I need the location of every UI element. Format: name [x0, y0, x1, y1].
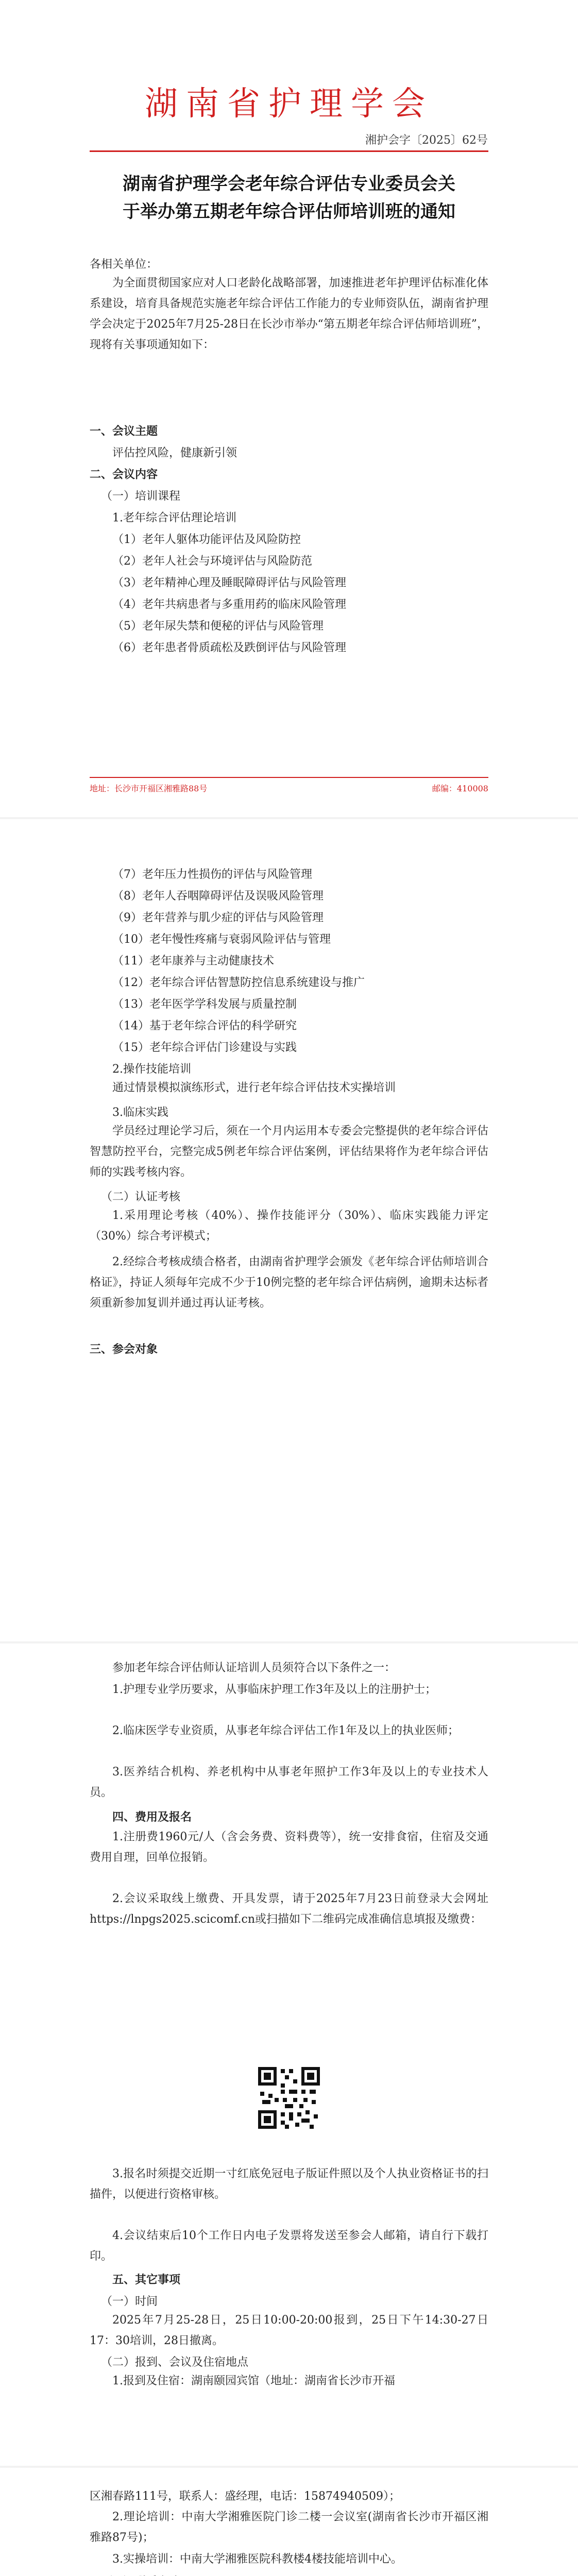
fee-2: 2.会议采取线上缴费、开具发票，请于2025年7月23日前登录大会网址https://lnpgs2025.scicomf.cn或扫描如下二维码完成准确信息填报及缴费： — [90, 1892, 488, 1926]
title-line-2: 于举办第五期老年综合评估师培训班的通知 — [123, 201, 455, 222]
place-1-continued: 区湘春路111号，联系人：盛经理，电话：15874940509）； — [90, 2490, 400, 2503]
fee-3: 3.报名时须提交近期一寸红底免冠电子版证件照以及个人执业资格证书的扫描件，以便进行资格审核。 — [90, 2167, 488, 2201]
course-item: （5）老年尿失禁和便秘的评估与风险管理 — [112, 620, 324, 633]
course-item: （10）老年慢性疼痛与衰弱风险评估与管理 — [112, 933, 331, 946]
item-skills: 2.操作技能培训 — [112, 1063, 191, 1076]
section-1-heading: 一、会议主题 — [90, 425, 158, 438]
red-divider — [90, 150, 488, 152]
subheading-assessment: （二）认证考核 — [101, 1191, 181, 1204]
footer-info — [90, 782, 488, 794]
course-item: （14）基于老年综合评估的科学研究 — [112, 1020, 297, 1032]
place-2: 2.理论培训：中南大学湘雅医院门诊二楼一会议室(湖南省长沙市开福区湘雅路87号)； — [90, 2511, 488, 2544]
target-intro: 参加老年综合评估师认证培训人员须符合以下条件之一： — [112, 1662, 396, 1674]
section-5-heading: 五、其它事项 — [112, 2274, 181, 2286]
course-item: （1）老年人躯体功能评估及风险防控 — [112, 533, 301, 546]
document-title — [90, 170, 488, 226]
page-4 — [0, 2468, 578, 2576]
skills-text: 通过情景模拟演练形式，进行老年综合评估技术实操培训 — [112, 1081, 396, 1094]
course-item: （3）老年精神心理及睡眠障碍评估与风险管理 — [112, 577, 346, 589]
course-item: （11）老年康养与主动健康技术 — [112, 955, 274, 968]
course-item: （4）老年共病患者与多重用药的临床风险管理 — [112, 598, 346, 611]
course-item: （8）老年人吞咽障碍评估及误吸风险管理 — [112, 890, 324, 903]
target-1: 1.护理专业学历要求，从事临床护理工作3年及以上的注册护士； — [112, 1683, 436, 1696]
page-2 — [0, 819, 578, 1643]
footer-postcode: 邮编：410008 — [432, 784, 488, 793]
section-1-text: 评估控风险，健康新引领 — [112, 447, 237, 460]
place-1: 1.报到及住宿：湖南颐园宾馆（地址：湖南省长沙市开福 — [112, 2375, 395, 2387]
course-item: （15）老年综合评估门诊建设与实践 — [112, 1041, 297, 1054]
item-practice: 3.临床实践 — [112, 1106, 168, 1119]
target-2: 2.临床医学专业资质，从事老年综合评估工作1年及以上的执业医师； — [112, 1724, 459, 1737]
org-header: 湖南省护理学会 — [145, 85, 433, 123]
place-3: 3.实操培训：中南大学湘雅医院科教楼4楼技能培训中心。 — [112, 2553, 402, 2566]
document-number: 湘护会字〔2025〕62号 — [365, 134, 488, 147]
page-3 — [0, 1643, 578, 2468]
course-item: （7）老年压力性损伤的评估与风险管理 — [112, 868, 312, 881]
practice-text: 学员经过理论学习后，须在一个月内运用本专委会完整提供的老年综合评估智慧防控平台，完整完成5例老年综合评估案例，评估结果将作为老年综合评估师的实践考核内容。 — [90, 1125, 488, 1179]
intro-paragraph: 为全面贯彻国家应对人口老龄化战略部署，加速推进老年护理评估标准化体系建设，培育具备规范实施老年综合评估工作能力的专业师资队伍，湖南省护理学会决定于2025年7月25-28日在长沙市举办“第五期老年综合评估师培训班”，现将有关事项通知如下： — [90, 277, 488, 351]
assessment-2: 2.经综合考核成绩合格者，由湖南省护理学会颁发《老年综合评估师培训合格证》，持证人须每年完成不少于10例完整的老年综合评估病例，逾期未达标者须重新参加复训并通过再认证考核。 — [90, 1256, 488, 1310]
target-3: 3.医养结合机构、养老机构中从事老年照护工作3年及以上的专业技术人员。 — [90, 1766, 488, 1799]
section-2-heading: 二、会议内容 — [90, 468, 158, 481]
title-line-1: 湖南省护理学会老年综合评估专业委员会关 — [123, 174, 455, 194]
item-theory: 1.老年综合评估理论培训 — [112, 512, 236, 524]
footer-divider — [90, 777, 488, 778]
course-item: （6）老年患者骨质疏松及跌倒评估与风险管理 — [112, 641, 346, 654]
greeting: 各相关单位： — [90, 258, 158, 271]
course-item: （2）老年人社会与环境评估与风险防范 — [112, 555, 312, 568]
subheading-contact — [101, 2573, 500, 2576]
course-item: （13）老年医学学科发展与质量控制 — [112, 998, 297, 1011]
subheading-time: （一）时间 — [101, 2295, 158, 2308]
subheading-courses: （一）培训课程 — [101, 490, 181, 503]
fee-1: 1.注册费1960元/人（含会务费、资料费等），统一安排食宿，住宿及交通费用自理，回单位报销。 — [90, 1831, 488, 1864]
assessment-1: 1.采用理论考核（40%）、操作技能评分（30%）、临床实践能力评定（30%）综合考评模式； — [90, 1209, 488, 1243]
time-text: 2025年7月25-28日，25日10:00-20:00报到，25日下午14:30-27日17：30培训，28日撤离。 — [90, 2314, 488, 2347]
course-item: （12）老年综合评估智慧防控信息系统建设与推广 — [112, 976, 365, 989]
section-3-heading: 三、参会对象 — [90, 1343, 158, 1356]
subheading-place: （二）报到、会议及住宿地点 — [101, 2356, 249, 2369]
fee-4: 4.会议结束后10个工作日内电子发票将发送至参会人邮箱，请自行下载打印。 — [90, 2229, 488, 2263]
page-1 — [0, 0, 578, 819]
footer-address: 地址：长沙市开福区湘雅路88号 — [90, 784, 208, 793]
course-item: （9）老年营养与肌少症的评估与风险管理 — [112, 911, 324, 924]
section-4-heading: 四、费用及报名 — [112, 1811, 192, 1824]
registration-qr-code[interactable] — [258, 2067, 320, 2155]
